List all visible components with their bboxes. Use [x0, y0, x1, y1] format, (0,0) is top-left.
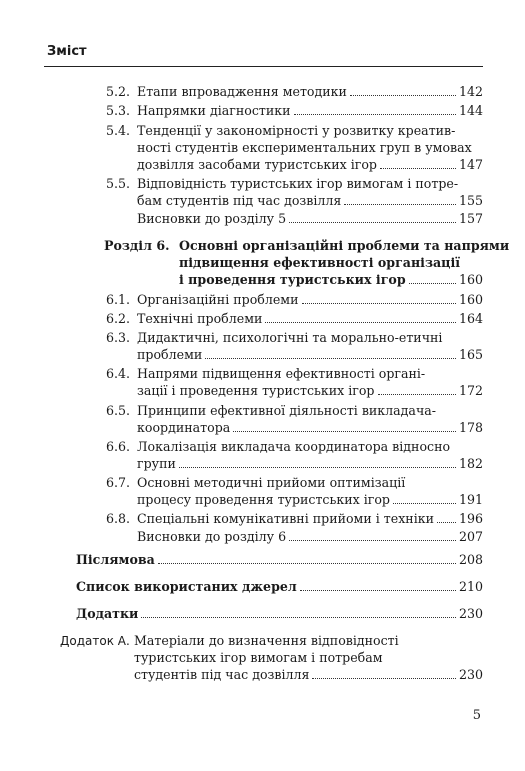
toc-entry-6-4[interactable] — [0, 366, 525, 399]
entry-number: 6.3. — [106, 330, 131, 345]
entry-title: Етапи впровадження методики — [137, 84, 347, 99]
entry-title-line2: групи — [137, 456, 176, 471]
entry-title: Спеціальні комунікативні прийоми і техніки — [137, 511, 434, 526]
header-rule — [44, 66, 483, 67]
entry-title-line2: проблеми — [137, 347, 203, 362]
toc-entry-6-7[interactable] — [0, 475, 525, 508]
entry-number: 6.6. — [106, 439, 131, 454]
entry-title: Додатки — [76, 606, 139, 621]
entry-page: 210 — [458, 579, 483, 594]
entry-title-line3: дозвілля засобами туристських ігор — [137, 157, 377, 172]
toc-entry-conclusions-6[interactable] — [0, 529, 525, 545]
toc-entry-5-2[interactable] — [0, 84, 525, 100]
entry-number: 5.3. — [106, 103, 131, 118]
entry-number: 5.5. — [106, 176, 131, 191]
toc-entry-references[interactable] — [0, 579, 525, 595]
entry-page: 157 — [458, 211, 483, 226]
entry-title-line2: ності студентів експериментальних груп в умовах — [137, 140, 472, 155]
entry-number: 6.2. — [106, 311, 131, 326]
toc-entry-6-6[interactable] — [0, 439, 525, 472]
entry-title-line2: процесу проведення туристських ігор — [137, 492, 390, 507]
toc-entry-appendix-a[interactable] — [0, 633, 525, 683]
toc-entry-5-5[interactable] — [0, 176, 525, 209]
toc-entry-6-1[interactable] — [0, 292, 525, 308]
entry-number: 6.7. — [106, 475, 131, 490]
entry-title-line1: Локалізація викладача координатора відносно — [137, 439, 451, 454]
entry-title-line1: Відповідність туристських ігор вимогам і потре- — [137, 176, 459, 191]
entry-title: Список використаних джерел — [76, 579, 297, 594]
entry-page: 160 — [458, 292, 483, 307]
toc-entry-appendices[interactable] — [0, 606, 525, 622]
entry-number: 5.2. — [106, 84, 131, 99]
entry-title-line2: туристських ігор вимогам і потребам — [134, 650, 383, 665]
entry-title: Висновки до розділу 5 — [137, 211, 287, 226]
appendix-label: Додаток А. — [60, 634, 130, 648]
entry-title-line1: Основні методичні прийоми оптимізації — [137, 475, 406, 490]
toc-entry-6-8[interactable] — [0, 511, 525, 527]
page-number: 5 — [472, 708, 481, 723]
toc-entry-6-2[interactable] — [0, 311, 525, 327]
entry-page: 207 — [458, 529, 483, 544]
entry-title-line2: зації і проведення туристських ігор — [137, 383, 375, 398]
chapter-title-line3: і проведення туристських ігор — [179, 272, 406, 287]
entry-title-line1: Напрями підвищення ефективності органі- — [137, 366, 426, 381]
chapter-label: Розділ 6. — [104, 238, 170, 253]
running-header: Зміст — [47, 44, 87, 59]
entry-title-line1: Дидактичні, психологічні та морально-етичні — [137, 330, 443, 345]
toc-entry-5-4[interactable] — [0, 123, 525, 173]
entry-number: 6.4. — [106, 366, 131, 381]
entry-number: 6.8. — [106, 511, 131, 526]
entry-page: 147 — [458, 157, 483, 172]
entry-page: 172 — [458, 383, 483, 398]
entry-page: 230 — [458, 667, 483, 682]
entry-page: 191 — [458, 492, 483, 507]
entry-title-line2: бам студентів під час дозвілля — [137, 193, 342, 208]
chapter-title-line1: Основні організаційні проблеми та напрями — [179, 238, 510, 253]
entry-page: 230 — [458, 606, 483, 621]
entry-title-line1: Матеріали до визначення відповідності — [134, 633, 399, 648]
entry-page: 178 — [458, 420, 483, 435]
entry-page: 165 — [458, 347, 483, 362]
toc-entry-6-3[interactable] — [0, 330, 525, 363]
entry-title: Напрямки діагностики — [137, 103, 291, 118]
toc-chapter-6[interactable] — [0, 238, 525, 288]
entry-title-line2: координатора — [137, 420, 231, 435]
entry-number: 5.4. — [106, 123, 131, 138]
toc-entry-5-3[interactable] — [0, 103, 525, 119]
entry-title-line1: Тенденції у закономірності у розвитку креатив- — [137, 123, 456, 138]
entry-page: 196 — [458, 511, 483, 526]
entry-title: Технічні проблеми — [137, 311, 263, 326]
entry-page: 144 — [458, 103, 483, 118]
entry-page: 164 — [458, 311, 483, 326]
entry-title: Організаційні проблеми — [137, 292, 299, 307]
toc-entry-conclusions-5[interactable] — [0, 211, 525, 227]
entry-page: 182 — [458, 456, 483, 471]
entry-title: Висновки до розділу 6 — [137, 529, 287, 544]
entry-title-line1: Принципи ефективної діяльності викладача- — [137, 403, 437, 418]
entry-title: Післямова — [76, 552, 155, 567]
entry-page: 155 — [458, 193, 483, 208]
toc-entry-afterword[interactable] — [0, 552, 525, 568]
toc-entry-6-5[interactable] — [0, 403, 525, 436]
entry-page: 160 — [458, 272, 483, 287]
entry-number: 6.5. — [106, 403, 131, 418]
chapter-title-line2: підвищення ефективності організації — [179, 255, 461, 270]
entry-title-line3: студентів під час дозвілля — [134, 667, 310, 682]
entry-page: 208 — [458, 552, 483, 567]
entry-page: 142 — [458, 84, 483, 99]
entry-number: 6.1. — [106, 292, 131, 307]
